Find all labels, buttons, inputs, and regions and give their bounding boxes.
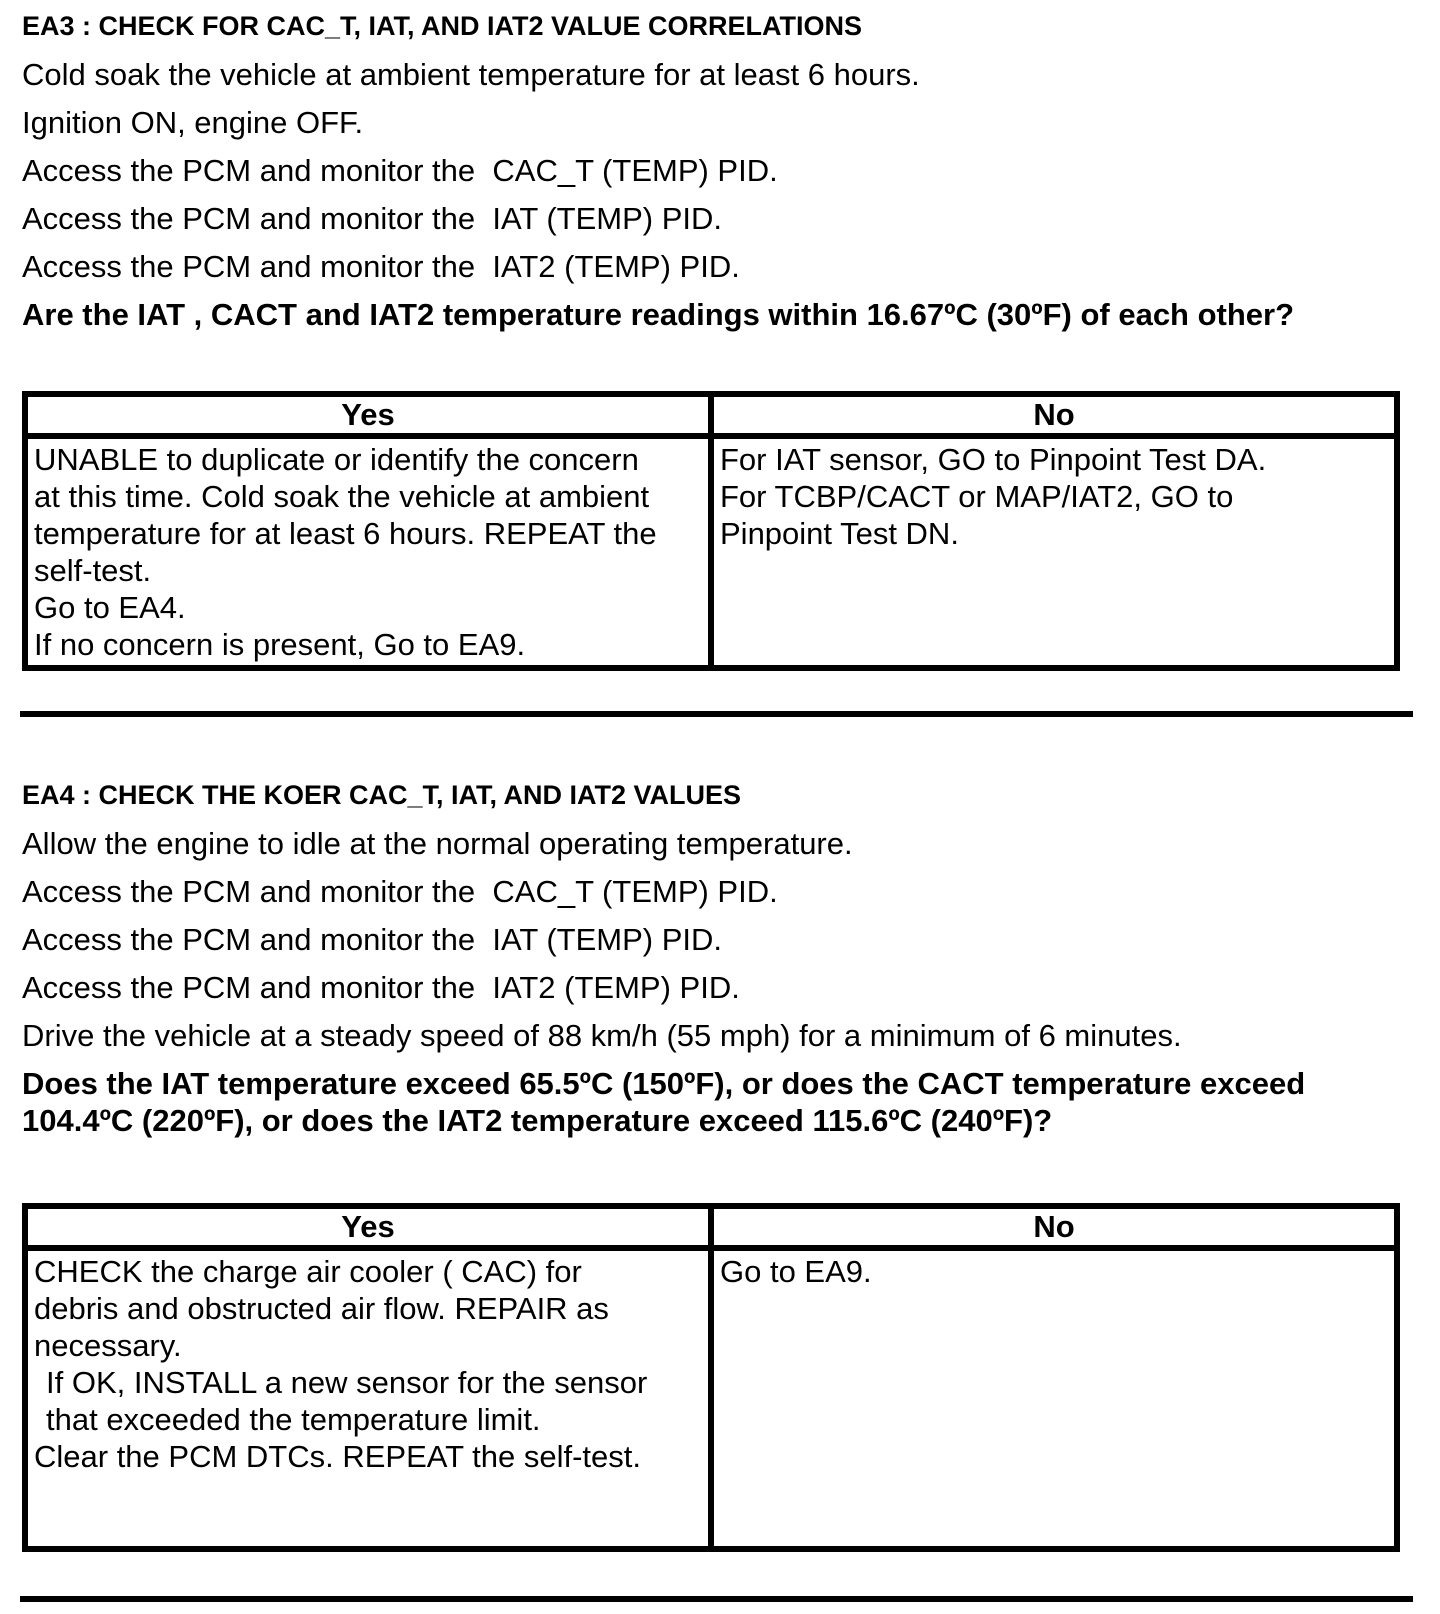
cell-line: If OK, INSTALL a new sensor for the sensor xyxy=(46,1365,648,1400)
cell-line: If no concern is present, Go to EA9. xyxy=(34,627,526,662)
cell-line: temperature for at least 6 hours. REPEAT the xyxy=(34,516,657,551)
cell-line: self-test. xyxy=(34,553,152,588)
cell-line: that exceeded the temperature limit. xyxy=(46,1402,541,1437)
decision-table-header-row xyxy=(25,394,1397,436)
decision-table-ea4 xyxy=(22,1203,1400,1552)
section-heading: EA3 : CHECK FOR CAC_T, IAT, AND IAT2 VALUE CORRELATIONS xyxy=(22,11,863,41)
section-ea4 xyxy=(22,779,1412,1552)
cell-line: Clear the PCM DTCs. REPEAT the self-test. xyxy=(34,1439,641,1474)
cell-line: Go to EA9. xyxy=(720,1254,872,1289)
cell-line: For IAT sensor, GO to Pinpoint Test DA. xyxy=(720,442,1267,477)
procedure-step: Ignition ON, engine OFF. xyxy=(22,105,364,140)
section-ea3 xyxy=(22,10,1412,671)
section-divider xyxy=(20,711,1413,717)
no-column-header: No xyxy=(711,394,1397,436)
no-cell xyxy=(711,436,1397,668)
no-cell xyxy=(711,1248,1397,1549)
section-heading: EA4 : CHECK THE KOER CAC_T, IAT, AND IAT2 VALUES xyxy=(22,780,742,810)
cell-line: debris and obstructed air flow. REPAIR as xyxy=(34,1291,609,1326)
cell-line: Pinpoint Test DN. xyxy=(720,516,959,551)
decision-table-header-row xyxy=(25,1206,1397,1248)
yes-cell xyxy=(25,436,711,668)
decision-table-ea3 xyxy=(22,391,1400,671)
page-bottom-divider xyxy=(20,1596,1413,1602)
cell-line: necessary. xyxy=(34,1328,182,1363)
cell-line: Go to EA4. xyxy=(34,590,186,625)
cell-line: at this time. Cold soak the vehicle at ambient xyxy=(34,479,650,514)
procedure-step: Drive the vehicle at a steady speed of 88 km/h (55 mph) for a minimum of 6 minutes. xyxy=(22,1018,1182,1053)
procedure-step: Access the PCM and monitor the CAC_T (TEMP) PID. xyxy=(22,874,778,909)
decision-table-body-row xyxy=(25,436,1397,668)
decision-table-body-row xyxy=(25,1248,1397,1549)
yes-column-header: Yes xyxy=(25,394,711,436)
decision-question: Are the IAT , CACT and IAT2 temperature readings within 16.67ºC (30ºF) of each other? xyxy=(22,297,1295,332)
procedure-step: Access the PCM and monitor the IAT (TEMP) PID. xyxy=(22,922,723,957)
cell-line: UNABLE to duplicate or identify the concern xyxy=(34,442,639,477)
decision-question: Does the IAT temperature exceed 65.5ºC (150ºF), or does the CACT temperature exceed 104.4ºC (220ºF), or does the IAT2 temperature exceed 115.6ºC (240ºF)? xyxy=(22,1066,1314,1138)
procedure-step: Access the PCM and monitor the IAT (TEMP) PID. xyxy=(22,201,723,236)
procedure-step: Access the PCM and monitor the IAT2 (TEMP) PID. xyxy=(22,249,740,284)
procedure-step: Cold soak the vehicle at ambient temperature for at least 6 hours. xyxy=(22,57,920,92)
yes-cell xyxy=(25,1248,711,1549)
cell-line: For TCBP/CACT or MAP/IAT2, GO to xyxy=(720,479,1234,514)
procedure-step: Access the PCM and monitor the IAT2 (TEMP) PID. xyxy=(22,970,740,1005)
procedure-step: Allow the engine to idle at the normal operating temperature. xyxy=(22,826,853,861)
yes-column-header: Yes xyxy=(25,1206,711,1248)
procedure-step: Access the PCM and monitor the CAC_T (TEMP) PID. xyxy=(22,153,778,188)
no-column-header: No xyxy=(711,1206,1397,1248)
cell-line: CHECK the charge air cooler ( CAC) for xyxy=(34,1254,582,1289)
